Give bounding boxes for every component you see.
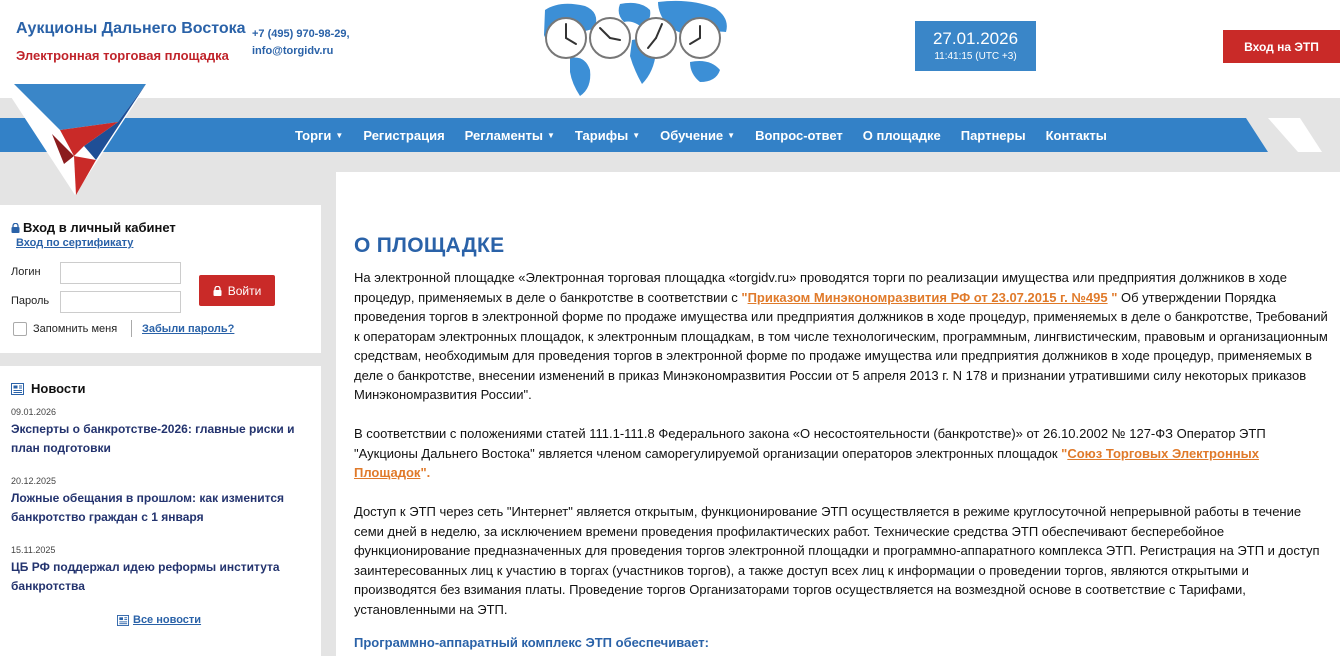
chevron-down-icon: ▼ [727,130,736,140]
news-link[interactable]: Ложные обещания в прошлом: как изменится банкротство граждан с 1 января [11,491,285,524]
all-news-link[interactable]: Все новости [117,614,201,626]
nav-band-bottom [0,152,1340,172]
news-date: 20.12.2025 [11,476,57,486]
news-item [11,407,311,458]
news-link[interactable]: ЦБ РФ поддержал идею реформы института банкротства [11,560,280,593]
lock-icon [11,223,20,233]
news-date: 15.11.2025 [11,545,56,555]
news-item [11,545,311,596]
news-item [11,476,311,527]
password-label: Пароль [11,295,50,307]
current-time: 11:41:15 (UTC +3) [934,51,1017,62]
chevron-down-icon: ▼ [547,130,555,140]
login-input[interactable] [60,262,181,284]
login-panel-title: Вход в личный кабинет [11,220,176,235]
divider [131,320,132,337]
login-panel [0,205,321,353]
forgot-password-link[interactable]: Забыли пароль? [142,323,235,335]
remember-me-checkbox[interactable] [13,322,27,336]
order-495-link[interactable]: Приказом Минэкономразвития РФ от 23.07.2015 г. №495 [747,289,1108,305]
nav-item-torgi[interactable]: Торги ▼ [295,127,344,143]
nav-item-partners[interactable]: Партнеры [960,127,1026,143]
paragraph: В соответствии с положениями статей 111.1-111.8 Федерального закона «О несостоятельности (банкротстве)» от 26.10.2002 № 127-ФЗ Оператор ЭТП "Аукционы Дальнего Востока" является членом саморегулируемой организации операторов электронных площадок "Союз Торговых Электронных Площадок". [354,426,1266,480]
main-nav [285,118,1117,152]
news-title: Новости [11,381,86,396]
phone-number[interactable]: +7 (495) 970-98-29, [252,28,350,40]
paragraph: Доступ к ЭТП через сеть "Интернет" является открытым, функционирование ЭТП осуществляется в режиме круглосуточной непрерывной работы в течение семи дней в неделю, за исключением времени проведения профилактических работ. Технические средства ЭТП обеспечивают бесперебойное функционирование предназначенных для проведения торгов электронной площадки и программно-аппаратного комплекса ЭТП. Регистрация на ЭТП и доступ заинтересованных лиц к участию в торгах (участников торгов), а также доступ всех лиц к информации о проведении торгов, являются открытыми и производятся без взимания платы. Проведение торгов Организаторами торгов осуществляется на возмездной основе в соответствие с Тарифами, установленными на ЭТП. [354,504,1320,617]
current-date: 27.01.2026 [932,29,1019,48]
news-panel [0,366,321,656]
site-header [0,0,1340,98]
lock-icon [213,286,222,296]
site-logo [0,80,160,200]
datetime-display [915,21,1036,71]
about-text [354,268,1330,652]
brand-title-link[interactable]: Аукционы Дальнего Востока [16,20,246,37]
section-subheading: Программно-аппаратный комплекс ЭТП обеспечивает: [354,634,709,650]
password-input[interactable] [60,291,181,313]
nav-item-contacts[interactable]: Контакты [1045,127,1107,143]
nav-item-tariffs[interactable]: Тарифы ▼ [574,127,641,143]
newspaper-icon [11,383,24,395]
page-title: О ПЛОЩАДКЕ [354,234,505,257]
email-link[interactable]: info@torgidv.ru [252,45,334,57]
paragraph: На электронной площадке «Электронная торговая площадка «torgidv.ru» проводятся торги по реализации имущества или предприятия должников в ходе процедур, применяемых в деле о банкротстве в соответствии с "Приказом Минэкономразвития РФ от 23.07.2015 г. №495 " Об утверждении Порядка проведения торгов в электронной форме по продаже имущества или предприятия должников в ходе процедур, применяемых в деле о банкротстве, Требований к операторам электронных площадок, к электронным площадкам, в том числе технологическим, программным, лингвистическим, правовым и организационным средствам, необходимым для проведения торгов в электронной форме по продаже имущества или предприятия должников в ходе процедур, применяемых в деле о банкротстве, внесении изменений в приказ Минэкономразвития России от 5 апреля 2013 г. N 178 и признании утратившими силу некоторых приказов Минэкономразвития России". [354,270,1328,402]
nav-item-reglaments[interactable]: Регламенты ▼ [464,127,555,143]
world-clocks-icon [540,0,732,98]
union-link[interactable]: Союз Торговых Электронных Площадок [354,445,1259,480]
chevron-down-icon: ▼ [632,130,641,140]
nav-item-registration[interactable]: Регистрация [363,127,445,143]
login-label: Логин [11,266,41,278]
contact-block [252,26,350,60]
nav-item-training[interactable]: Обучение ▼ [660,127,736,143]
certificate-login-link[interactable]: Вход по сертификату [16,237,134,249]
remember-me-label[interactable]: Запомнить меня [33,323,118,335]
nav-decoration [1238,118,1340,152]
news-date: 09.01.2026 [11,407,57,417]
brand-subtitle: Электронная торговая площадка [16,48,229,63]
nav-item-about[interactable]: О площадке [862,127,941,143]
chevron-down-icon: ▼ [335,130,344,140]
news-link[interactable]: Эксперты о банкротстве-2026: главные риски и план подготовки [11,422,295,455]
nav-band-top [0,98,1340,118]
newspaper-icon [117,615,129,626]
nav-item-faq[interactable]: Вопрос-ответ [755,127,843,143]
login-submit-button[interactable]: Войти [199,275,275,306]
login-etp-button[interactable]: Вход на ЭТП [1223,30,1340,63]
